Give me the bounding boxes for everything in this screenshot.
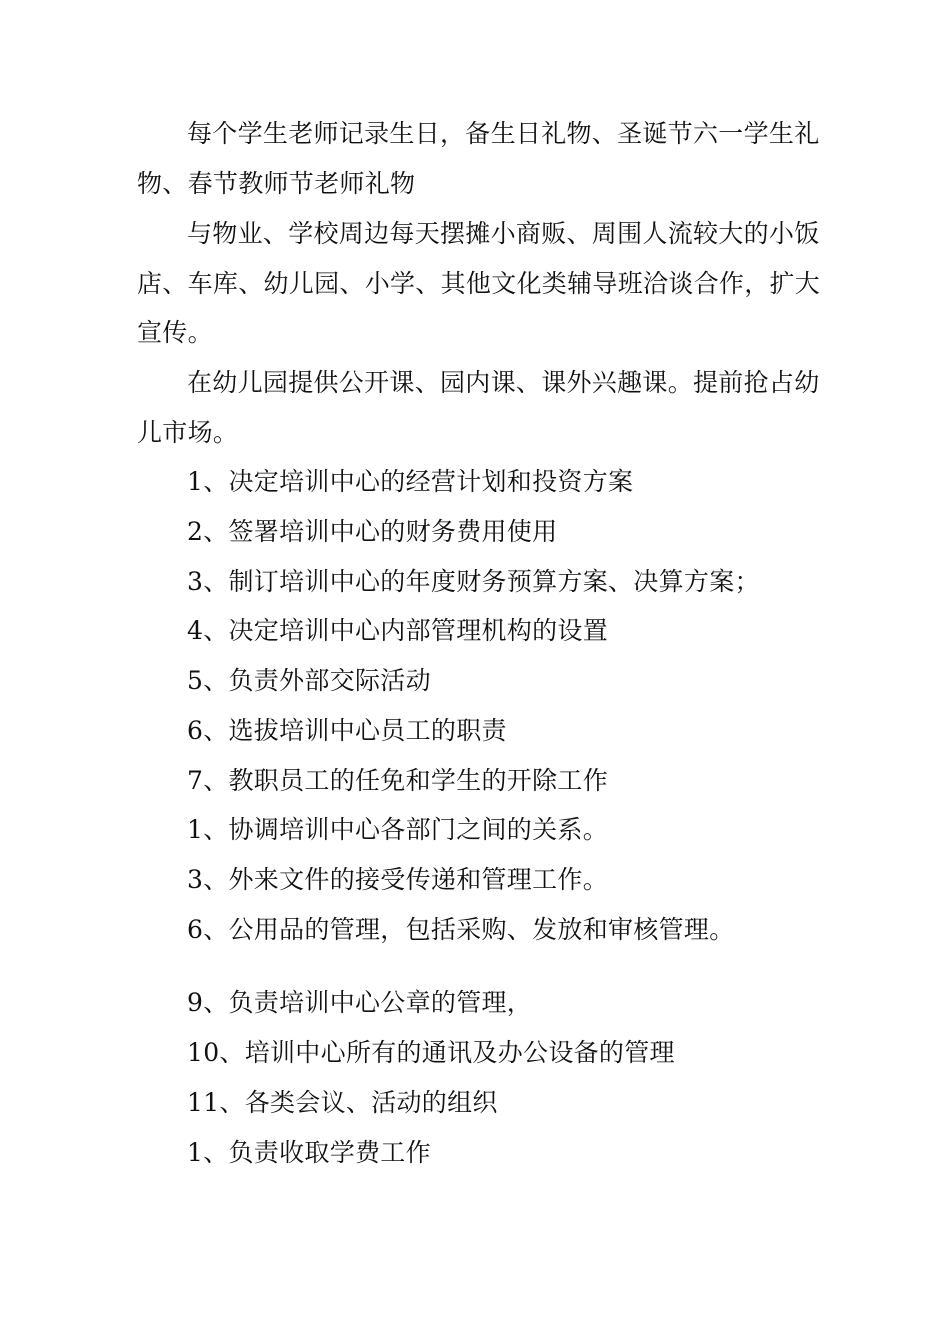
list-item: 5、负责外部交际活动 xyxy=(187,666,431,695)
list-item: 3、外来文件的接受传递和管理工作。 xyxy=(187,865,609,894)
list-item: 9、负责培训中心公章的管理， xyxy=(187,988,533,1017)
list-item: 6、公用品的管理，包括采购、发放和审核管理。 xyxy=(187,915,735,944)
list-item: 1、负责收取学费工作 xyxy=(187,1138,431,1167)
list-item: 11、各类会议、活动的组织 xyxy=(187,1088,498,1117)
list-item: 6、选拔培训中心员工的职责 xyxy=(187,716,507,745)
list-item: 2、签署培训中心的财务费用使用 xyxy=(187,517,558,546)
list-item: 1、决定培训中心的经营计划和投资方案 xyxy=(187,467,634,496)
paragraph-2-line-1: 与物业、学校周边每天摆摊小商贩、周围人流较大的小饭 xyxy=(187,219,820,248)
paragraph-3-line-1: 在幼儿园提供公开课、园内课、课外兴趣课。提前抢占幼 xyxy=(187,368,820,397)
paragraph-2-line-3: 宣传。 xyxy=(137,318,213,347)
paragraph-3-line-2: 儿市场。 xyxy=(137,418,239,447)
paragraph-1-line-2: 物、春节教师节老师礼物 xyxy=(137,169,416,198)
list-item: 7、教职员工的任免和学生的开除工作 xyxy=(187,766,609,795)
list-item: 3、制订培训中心的年度财务预算方案、决算方案； xyxy=(187,567,760,596)
paragraph-1-line-1: 每个学生老师记录生日，备生日礼物、圣诞节六一学生礼 xyxy=(187,119,820,148)
list-item: 4、决定培训中心内部管理机构的设置 xyxy=(187,616,609,645)
list-item: 10、培训中心所有的通讯及办公设备的管理 xyxy=(187,1038,675,1067)
paragraph-2-line-2: 店、车库、幼儿园、小学、其他文化类辅导班洽谈合作，扩大 xyxy=(137,269,821,298)
list-item: 1、协调培训中心各部门之间的关系。 xyxy=(187,815,609,844)
